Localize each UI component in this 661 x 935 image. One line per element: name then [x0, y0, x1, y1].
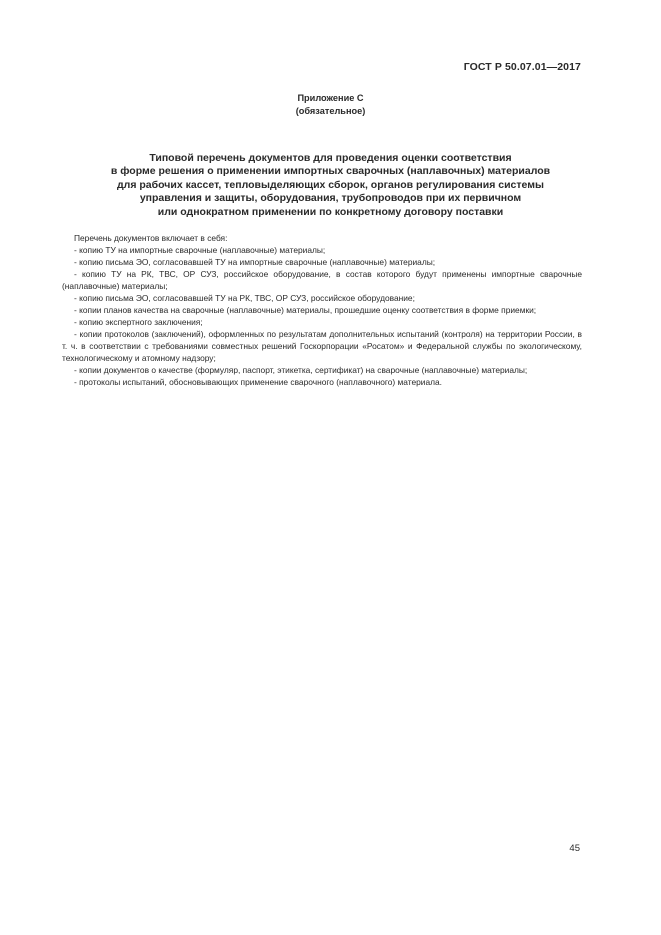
title-line: управления и защиты, оборудования, трубопроводов при их первичном [139, 192, 522, 205]
list-item: - копию ТУ на РК, ТВС, ОР СУЗ, российское оборудование, в состав которого будут применены импортные сварочные (наплавочные) материалы; [62, 269, 582, 291]
list-item: - копию экспертного заключения; [74, 317, 203, 327]
title-line: для рабочих кассет, тепловыделяющих сборок, органов регулирования системы [117, 178, 544, 191]
annex-heading [0, 92, 661, 117]
annex-title: Приложение С [297, 93, 364, 103]
list-item: - копию письма ЭО, согласовавшей ТУ на РК, ТВС, ОР СУЗ, российское оборудование; [74, 293, 415, 303]
list-item: - копии протоколов (заключений), оформленных по результатам дополнительных испытаний (контроля) на территории России, в т. ч. в соответствии с требованиями совместных решений Госкорпорации «Росатом» и Федеральной службы по экологическому, технологическому и атомному надзору; [62, 329, 582, 363]
list-item: - копии документов о качестве (формуляр, паспорт, этикетка, сертификат) на сварочные (наплавочные) материалы; [74, 365, 528, 375]
annex-status: (обязательное) [295, 105, 366, 116]
title-line: Типовой перечень документов для проведения оценки соответствия [149, 152, 512, 164]
document-list [62, 232, 582, 388]
page-number: 45 [569, 843, 580, 854]
title-line: в форме решения о применении импортных сварочных (наплавочных) материалов [110, 165, 551, 178]
document-title [60, 152, 601, 219]
list-item: - копию письма ЭО, согласовавшей ТУ на импортные сварочные (наплавочные) материалы; [74, 257, 436, 267]
document-code: ГОСТ Р 50.07.01—2017 [463, 61, 581, 73]
list-item: - копию ТУ на импортные сварочные (наплавочные) материалы; [74, 245, 326, 255]
list-item: - копии планов качества на сварочные (наплавочные) материалы, прошедшие оценку соответствия в форме приемки; [74, 305, 537, 315]
list-intro: Перечень документов включает в себя: [74, 233, 228, 243]
title-line: или однократном применении по конкретному договору поставки [157, 205, 504, 218]
list-item: - протоколы испытаний, обосновывающих применение сварочного (наплавочного) материала. [74, 377, 442, 387]
